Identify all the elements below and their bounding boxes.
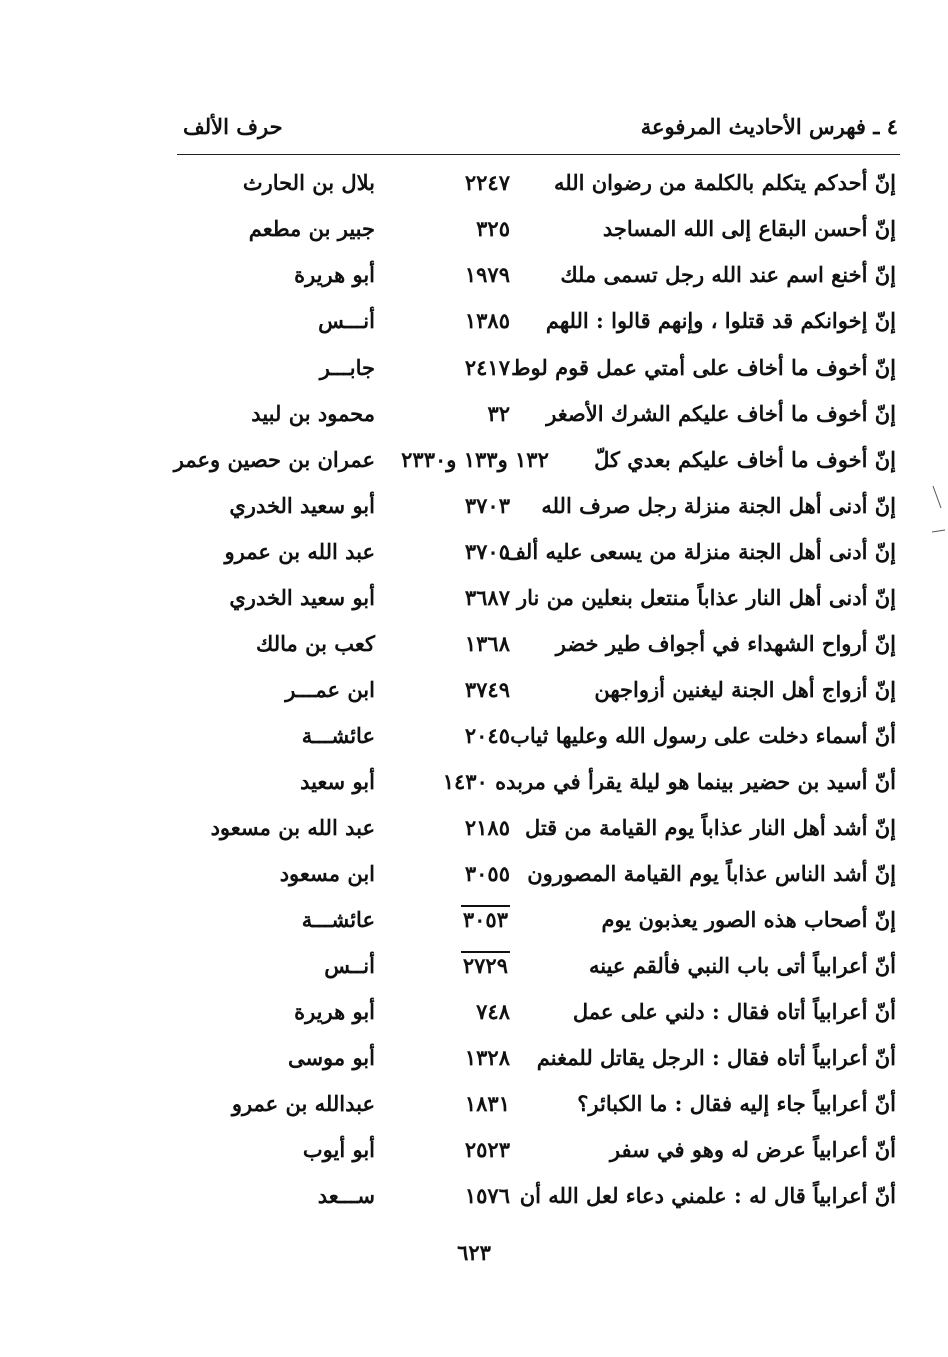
list-item [0,631,948,671]
hadith-number: ١٣٢٨ [464,1045,510,1070]
narrator: عبدالله بن عمرو [231,1091,375,1116]
hadith-number: ١٥٧٦ [464,1183,510,1208]
list-item [0,308,948,348]
hadith-number: ٣٧٤٩ [464,677,510,702]
list-item [0,861,948,901]
list-item [0,1137,948,1177]
hadith-number: ٣٧٠٣ [464,493,510,518]
list-item [0,216,948,256]
hadith-text: إنّ أخنع اسم عند الله رجل تسمى ملك [560,262,896,287]
hadith-text: إنّ أرواح الشهداء في أجواف طير خضر [555,631,896,656]
hadith-number: ٣٧٠٥ [464,539,510,564]
hadith-text: أنّ أعرابياً أتى باب النبي فألقم عينه [589,953,896,978]
hadith-number: ١٣٦٨ [464,631,510,656]
hadith-number: ٢٠٤٥ [464,723,510,748]
list-item [0,493,948,533]
narrator: أبو سعيد الخدري [229,493,375,518]
list-item [0,999,948,1039]
narrator: أبو موسى [287,1045,375,1070]
narrator: محمود بن لبيد [251,401,375,426]
list-item [0,1091,948,1131]
hadith-text: أنّ أعرابياً أتاه فقال : دلني على عمل [572,999,896,1024]
hadith-number: ٢١٨٥ [464,815,510,840]
hadith-text: إنّ أصحاب هذه الصور يعذبون يوم [601,907,896,932]
section-title: ٤ ـ فهرس الأحاديث المرفوعة [640,114,898,139]
hadith-text: إنّ أزواج أهل الجنة ليغنين أزواجهن [594,677,896,702]
narrator: أبو هريرة [294,999,375,1024]
hadith-number [430,907,510,932]
hadith-text: إنّ أدنى أهل الجنة منزلة من يسعى عليه ألف [504,539,896,564]
list-item [0,401,948,441]
hadith-number: ١٣٢ و١٣٣ و٢٣٣٠ [401,447,549,472]
hadith-number: ٢٤١٧ [464,355,510,380]
hadith-number: ٣٢ [487,401,510,426]
list-item [0,355,948,395]
narrator: أنـــس [318,308,375,333]
narrator: عبد الله بن مسعود [210,815,375,840]
list-item [0,815,948,855]
narrator: بلال بن الحارث [242,170,375,195]
list-item [0,262,948,302]
hadith-number-value: ٣٠٥٣ [462,907,508,932]
narrator: ابن عمـــر [285,677,375,702]
page-number: ٦٢٣ [457,1240,491,1265]
hadith-number: ٣٠٥٥ [464,861,510,886]
hadith-number: ١٩٧٩ [464,262,510,287]
hadith-text: أنّ أعرابياً قال له : علمني دعاء لعل الله أن [519,1183,896,1208]
narrator: ســـعد [317,1183,375,1208]
hadith-text: إنّ أخوف ما أخاف عليكم بعدي كلّ [594,447,896,472]
narrator: عمران بن حصين وعمر [173,447,375,472]
hadith-number: ٢٢٤٧ [464,170,510,195]
hadith-text: إنّ أحدكم يتكلم بالكلمة من رضوان الله [554,170,896,195]
narrator: ابن مسعود [279,861,375,886]
hadith-text: أنّ أعرابياً عرض له وهو في سفر [609,1137,896,1162]
hadith-text: أنّ أسيد بن حضير بينما هو ليلة يقرأ في مربده ١٤٣٠ [442,769,896,794]
hadith-number: ٧٤٨ [476,999,510,1024]
hadith-number-value: ٢٧٢٩ [462,953,508,978]
narrator: أبو هريرة [294,262,375,287]
list-item [0,585,948,625]
margin-pencil-mark [932,486,946,534]
hadith-number: ١٣٨٥ [464,308,510,333]
narrator: جبير بن مطعم [248,216,375,241]
hadith-text: إنّ إخوانكم قد قتلوا ، وإنهم قالوا : اللهم [545,308,896,333]
hadith-text: إنّ أخوف ما أخاف على أمتي عمل قوم لوط [511,355,896,380]
narrator: عائشـــة [301,723,375,748]
hadith-text: إنّ أحسن البقاع إلى الله المساجد [602,216,896,241]
hadith-number: ٣٦٨٧ [464,585,510,610]
hadith-text: إنّ أخوف ما أخاف عليكم الشرك الأصغر [546,401,896,426]
list-item [0,769,948,809]
hadith-number: ١٨٣١ [464,1091,510,1116]
narrator: كعب بن مالك [256,631,375,656]
list-item [0,1183,948,1223]
hadith-number [430,953,510,978]
list-item [0,907,948,947]
hadith-text: إنّ أدنى أهل الجنة منزلة رجل صرف الله [541,493,896,518]
list-item [0,723,948,763]
list-item [0,1045,948,1085]
narrator: أبو سعيد [300,769,375,794]
letter-title: حرف الألف [183,114,283,139]
list-item [0,170,948,210]
narrator: عائشـــة [301,907,375,932]
narrator: أنــس [324,953,375,978]
hadith-number: ٣٢٥ [476,216,510,241]
hadith-text: إنّ أشد الناس عذاباً يوم القيامة المصورون [527,861,896,886]
narrator: عبد الله بن عمرو [224,539,375,564]
list-item [0,539,948,579]
list-item [0,447,948,487]
hadith-text: أنّ أسماء دخلت على رسول الله وعليها ثياب [510,723,896,748]
hadith-text: أنّ أعرابياً أتاه فقال : الرجل يقاتل للمغنم [536,1045,896,1070]
list-item [0,677,948,717]
narrator: جابـــر [319,355,375,380]
list-item [0,953,948,993]
hadith-number: ٢٥٢٣ [464,1137,510,1162]
hadith-text: أنّ أعرابياً جاء إليه فقال : ما الكبائر؟ [577,1091,896,1116]
narrator: أبو سعيد الخدري [229,585,375,610]
narrator: أبو أيوب [302,1137,375,1162]
hadith-text: إنّ أدنى أهل النار عذاباً منتعل بنعلين من نار [517,585,896,610]
hadith-text: إنّ أشد أهل النار عذاباً يوم القيامة من قتل [524,815,896,840]
